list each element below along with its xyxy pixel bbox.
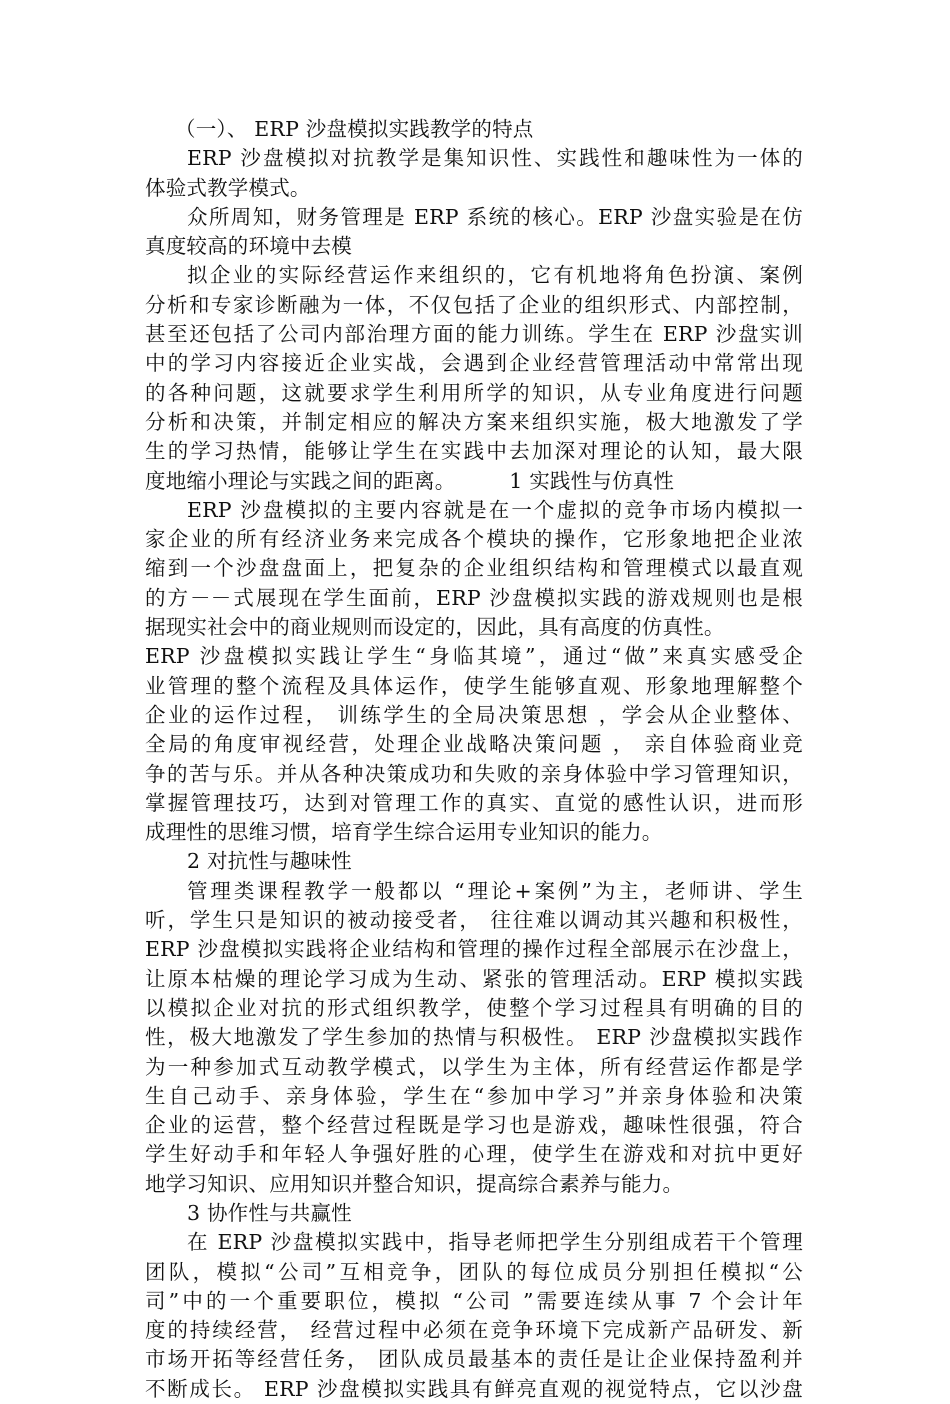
text-line: 2 对抗性与趣味性 <box>187 849 352 874</box>
text-line: 市场开拓等经营任务， 团队成员最基本的责任是让企业保持盈利并 <box>145 1347 803 1372</box>
text-line: ERP 沙盘模拟实践将企业结构和管理的操作过程全部展示在沙盘上， <box>145 937 803 962</box>
text-line: 团队，模拟“公司”互相竞争，团队的每位成员分别担任模拟“公 <box>145 1259 803 1284</box>
text-line: 全局的角度审视经营，处理企业战略决策问题 ， 亲自体验商业竞 <box>145 732 803 757</box>
text-line: 度地缩小理论与实践之间的距离。 1 实践性与仿真性 <box>145 468 675 493</box>
text-line: 让原本枯燥的理论学习成为生动、紧张的管理活动。ERP 模拟实践 <box>145 966 803 991</box>
text-line: 听，学生只是知识的被动接受者， 往往难以调动其兴趣和积极性， <box>145 908 803 933</box>
text-line: 家企业的所有经济业务来完成各个模块的操作，它形象地把企业浓 <box>145 527 803 552</box>
text-line: 争的苦与乐。并从各种决策成功和失败的亲身体验中学习管理知识， <box>145 761 803 786</box>
text-line: ERP 沙盘模拟的主要内容就是在一个虚拟的竞争市场内模拟一 <box>187 497 803 522</box>
text-line: 体验式教学模式。 <box>145 175 311 200</box>
text-line: 不断成长。 ERP 沙盘模拟实践具有鲜亮直观的视觉特点，它以沙盘 <box>145 1376 803 1401</box>
text-line: 学生好动手和年轻人争强好胜的心理，使学生在游戏和对抗中更好 <box>145 1142 803 1167</box>
text-line: 性，极大地激发了学生参加的热情与积极性。 ERP 沙盘模拟实践作 <box>145 1025 803 1050</box>
text-line: 据现实社会中的商业规则而设定的，因此，具有高度的仿真性。 <box>145 615 725 640</box>
text-line: ERP 沙盘模拟实践让学生“身临其境”，通过“做”来真实感受企 <box>145 644 803 669</box>
text-line: 分析和决策，并制定相应的解决方案来组织实施，极大地激发了学 <box>145 409 803 434</box>
text-line: 在 ERP 沙盘模拟实践中，指导老师把学生分别组成若干个管理 <box>187 1230 803 1255</box>
text-line: 业管理的整个流程及具体运作，使学生能够直观、形象地理解整个 <box>145 673 803 698</box>
text-line: 3 协作性与共赢性 <box>187 1200 352 1225</box>
text-line: 分析和专家诊断融为一体，不仅包括了企业的组织形式、内部控制， <box>145 292 803 317</box>
text-line: 成理性的思维习惯，培育学生综合运用专业知识的能力。 <box>145 820 663 845</box>
text-line: 生的学习热情，能够让学生在实践中去加深对理论的认知，最大限 <box>145 439 803 464</box>
text-line: 中的学习内容接近企业实战，会遇到企业经营管理活动中常常出现 <box>145 351 803 376</box>
text-line: （一）、 ERP 沙盘模拟实践教学的特点 <box>175 117 534 141</box>
text-line: 真度较高的环境中去模 <box>145 234 352 259</box>
text-line: 的各种问题，这就要求学生利用所学的知识，从专业角度进行问题 <box>145 380 803 405</box>
text-line: 掌握管理技巧，达到对管理工作的真实、直觉的感性认识，进而形 <box>145 790 803 815</box>
text-line: 的方－－式展现在学生面前，ERP 沙盘模拟实践的游戏规则也是根 <box>145 585 803 610</box>
text-line: 司”中的一个重要职位，模拟 “公司 ”需要连续从事 7 个会计年 <box>145 1288 803 1313</box>
text-line: 缩到一个沙盘盘面上，把复杂的企业组织结构和管理模式以最直观 <box>145 556 803 581</box>
text-line: 企业的运营，整个经营过程既是学习也是游戏，趣味性很强，符合 <box>145 1113 803 1138</box>
text-line: 度的持续经营， 经营过程中必须在竞争环境下完成新产品研发、新 <box>145 1318 803 1343</box>
text-line: 企业的运作过程， 训练学生的全局决策思想 ，学会从企业整体、 <box>145 702 803 727</box>
text-line: 甚至还包括了公司内部治理方面的能力训练。学生在 ERP 沙盘实训 <box>145 322 803 347</box>
text-line: 管理类课程教学一般都以 “理论+案例”为主，老师讲、学生 <box>187 878 803 903</box>
text-line: ERP 沙盘模拟对抗教学是集知识性、实践性和趣味性为一体的 <box>187 146 803 171</box>
text-line: 以模拟企业对抗的形式组织教学，使整个学习过程具有明确的目的 <box>145 995 803 1020</box>
document-body <box>145 115 803 1404</box>
text-line: 拟企业的实际经营运作来组织的，它有机地将角色扮演、案例 <box>187 263 803 288</box>
text-line: 生自己动手、亲身体验，学生在“参加中学习”并亲身体验和决策 <box>145 1083 803 1108</box>
text-line: 为一种参加式互动教学模式，以学生为主体，所有经营运作都是学 <box>145 1054 803 1079</box>
text-line: 众所周知，财务管理是 ERP 系统的核心。ERP 沙盘实验是在仿 <box>187 204 803 229</box>
text-line: 地学习知识、应用知识并整合知识，提高综合素养与能力。 <box>145 1171 684 1196</box>
